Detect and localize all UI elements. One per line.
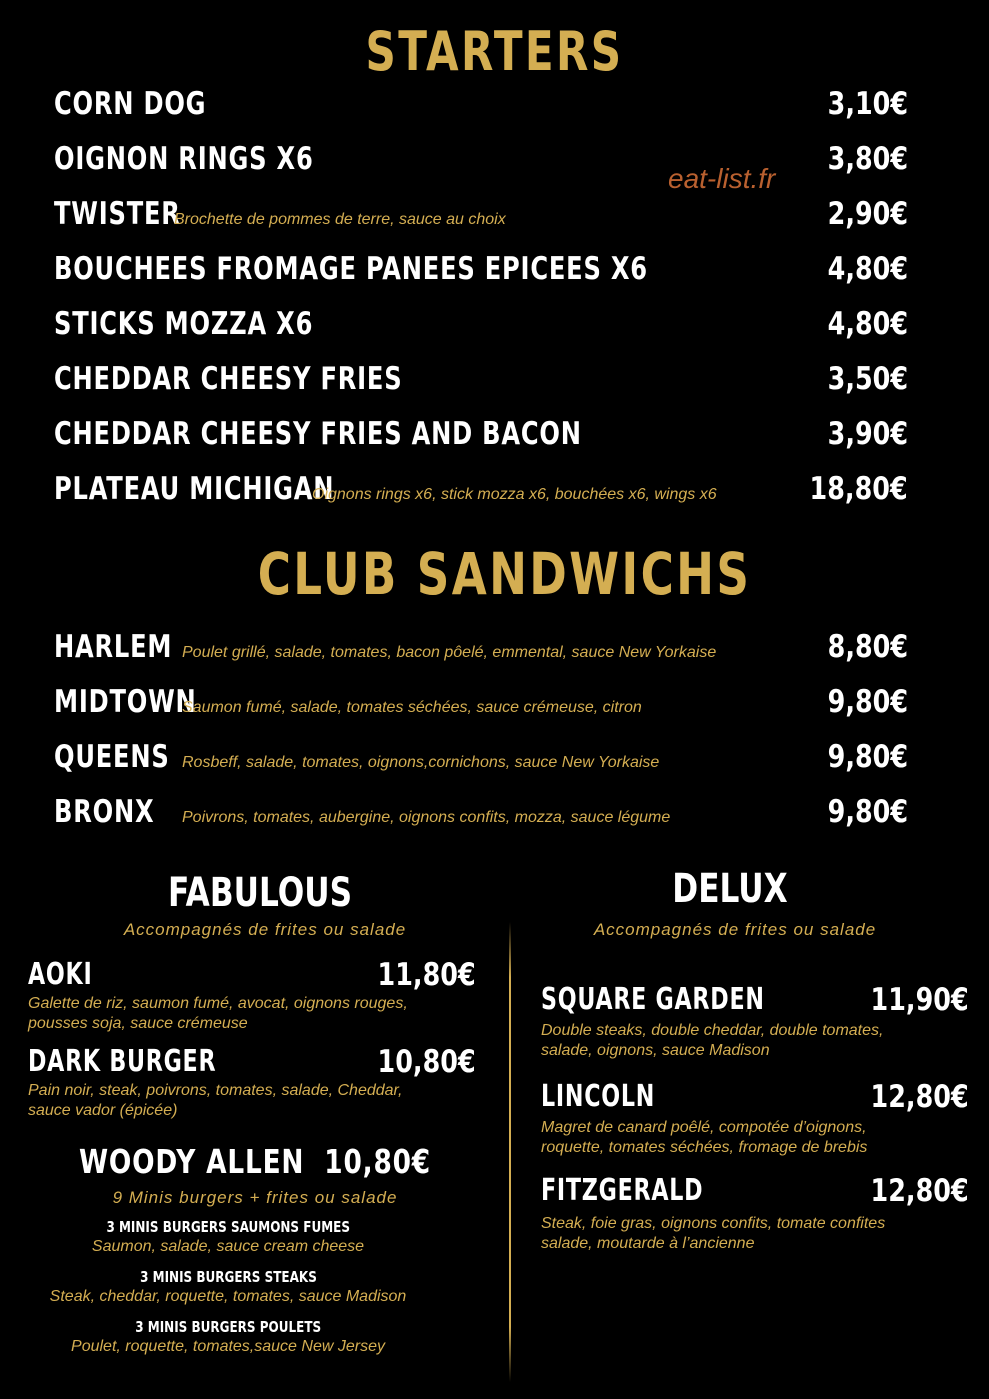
burger-item (28, 1045, 476, 1125)
mini-burger-item (0, 1268, 456, 1306)
item-description: Saumon fumé, salade, tomates séchées, sauce crémeuse, citron (182, 699, 642, 716)
item-description: Poulet grillé, salade, tomates, bacon pôelé, emmental, sauce New Yorkaise (182, 644, 717, 661)
menu-item (54, 141, 908, 185)
item-price: 3,10€ (827, 86, 908, 122)
item-price: 10,80€ (324, 1142, 431, 1181)
item-description-line: roquette, tomates séchées, fromage de brebis (541, 1139, 868, 1156)
item-description (541, 1118, 867, 1158)
item-price: 9,80€ (827, 739, 908, 775)
item-description-line: pousses soja, sauce crémeuse (28, 1015, 248, 1032)
item-description (541, 1214, 885, 1254)
item-name: LINCOLN (541, 1079, 656, 1114)
item-description: Poivrons, tomates, aubergine, oignons confits, mozza, sauce légume (182, 809, 671, 826)
item-name: 3 MINIS BURGERS SAUMONS FUMES (106, 1218, 350, 1236)
item-description: Brochette de pommes de terre, sauce au choix (174, 211, 506, 228)
item-description-line: salade, moutarde à l’ancienne (541, 1235, 755, 1252)
menu-item (54, 629, 908, 673)
delux-subtitle: Accompagnés de frites ou salade (593, 920, 877, 939)
item-name: OIGNON RINGS X6 (54, 141, 314, 177)
menu-item (54, 251, 908, 295)
woody-allen-title (79, 1142, 431, 1181)
item-description: Saumon, salade, sauce cream cheese (91, 1238, 365, 1255)
menu-item (54, 86, 908, 130)
item-name: CORN DOG (54, 86, 207, 122)
menu-item (54, 361, 908, 405)
woody-allen-subtitle: 9 Minis burgers + frites ou salade (112, 1188, 398, 1207)
item-price: 3,90€ (827, 416, 908, 452)
item-price: 8,80€ (827, 629, 908, 665)
menu-item (54, 684, 908, 728)
menu-item (54, 306, 908, 350)
item-description (28, 994, 408, 1034)
item-price: 10,80€ (377, 1044, 476, 1080)
item-description: Poulet, roquette, tomates,sauce New Jersey (71, 1338, 385, 1355)
item-price: 12,80€ (870, 1079, 969, 1115)
item-name: BOUCHEES FROMAGE PANEES EPICEES X6 (54, 251, 648, 287)
item-price: 18,80€ (809, 471, 908, 507)
item-name: FITZGERALD (541, 1173, 704, 1208)
item-description-line: salade, oignons, sauce Madison (541, 1042, 770, 1059)
mini-burger-item (0, 1218, 456, 1256)
fabulous-title: FABULOUS (167, 870, 353, 916)
burger-item (28, 958, 476, 1038)
item-name: CHEDDAR CHEESY FRIES AND BACON (54, 416, 582, 452)
item-price: 9,80€ (827, 684, 908, 720)
item-price: 9,80€ (827, 794, 908, 830)
item-name: MIDTOWN (54, 684, 197, 720)
item-price: 12,80€ (870, 1173, 969, 1209)
watermark: eat-list.fr (668, 163, 776, 194)
item-description-line: Double steaks, double cheddar, double tomates, (541, 1022, 884, 1039)
burger-item (541, 1080, 969, 1160)
item-name: WOODY ALLEN (79, 1142, 305, 1181)
item-price: 4,80€ (827, 306, 908, 342)
item-name: QUEENS (54, 739, 170, 775)
item-name: 3 MINIS BURGERS STEAKS (139, 1268, 317, 1286)
item-description: Steak, cheddar, roquette, tomates, sauce Madison (49, 1288, 407, 1305)
item-description: Rosbeff, salade, tomates, oignons,cornichons, sauce New Yorkaise (182, 754, 660, 771)
burger-item (541, 983, 969, 1063)
item-description-line: Magret de canard poêlé, compotée d’oignons, (541, 1119, 867, 1136)
item-name: PLATEAU MICHIGAN (54, 471, 335, 507)
fabulous-subtitle: Accompagnés de frites ou salade (123, 920, 407, 939)
item-name: SQUARE GARDEN (541, 982, 765, 1017)
item-price: 2,90€ (827, 196, 908, 232)
item-description-line: Galette de riz, saumon fumé, avocat, oignons rouges, (28, 995, 408, 1012)
item-price: 11,90€ (870, 982, 969, 1018)
item-name: TWISTER (54, 196, 181, 232)
item-name: BRONX (54, 794, 155, 830)
menu-item (54, 416, 908, 460)
item-name: STICKS MOZZA X6 (54, 306, 314, 342)
item-name: HARLEM (54, 629, 173, 665)
item-description-line: Pain noir, steak, poivrons, tomates, salade, Cheddar, (28, 1082, 403, 1099)
starters-title: STARTERS (365, 20, 624, 83)
item-description (28, 1081, 402, 1121)
mini-burger-item (0, 1318, 456, 1356)
item-description (541, 1021, 883, 1061)
item-description-line: sauce vador (épicée) (28, 1102, 178, 1119)
menu-item (54, 794, 908, 838)
item-name: DARK BURGER (28, 1044, 217, 1079)
menu-item (54, 739, 908, 783)
item-price: 4,80€ (827, 251, 908, 287)
menu-item (54, 471, 908, 515)
item-price: 3,80€ (827, 141, 908, 177)
item-name: 3 MINIS BURGERS POULETS (135, 1318, 321, 1336)
item-description: Oignons rings x6, stick mozza x6, bouchées x6, wings x6 (312, 486, 717, 503)
delux-title: DELUX (672, 866, 788, 912)
item-name: AOKI (28, 957, 93, 992)
item-price: 3,50€ (827, 361, 908, 397)
item-description-line: Steak, foie gras, oignons confits, tomate confites (541, 1215, 886, 1232)
club-sandwichs-title: CLUB SANDWICHS (257, 540, 752, 608)
column-divider (509, 922, 511, 1382)
burger-item (541, 1174, 969, 1254)
item-name: CHEDDAR CHEESY FRIES (54, 361, 403, 397)
woody-allen-header (0, 1142, 510, 1181)
menu-item (54, 196, 908, 240)
item-price: 11,80€ (377, 957, 476, 993)
